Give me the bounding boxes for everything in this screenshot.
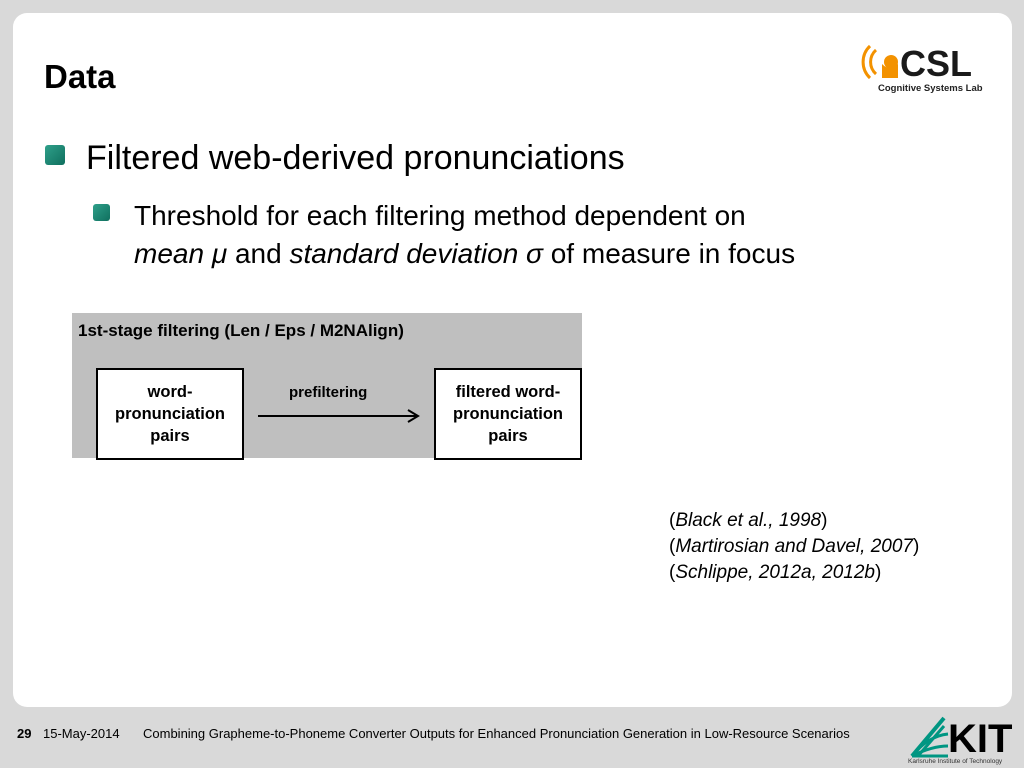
bullet2-line1: Threshold for each filtering method dependent on <box>134 200 746 231</box>
footer-date: 15-May-2014 <box>43 726 120 741</box>
references <box>669 508 919 586</box>
left-box-line: pronunciation <box>115 405 225 423</box>
left-box-line: pairs <box>150 427 190 445</box>
kit-logo-graphic <box>908 712 1018 758</box>
right-box-line: pairs <box>488 427 528 445</box>
mean-term: mean μ <box>134 238 228 269</box>
arrow-label: prefiltering <box>289 384 368 401</box>
csl-logo-text: CSL <box>900 43 972 84</box>
bullet-icon <box>45 145 65 165</box>
page-number: 29 <box>17 726 32 741</box>
reference-item: (Schlippe, 2012a, 2012b) <box>669 562 882 583</box>
kit-logo-subtitle: Karlsruhe Institute of Technology <box>908 758 1003 765</box>
csl-logo <box>860 38 990 102</box>
csl-logo-graphic <box>860 38 990 86</box>
word-pronunciation-pairs-box <box>96 368 244 460</box>
right-arrow-icon <box>258 408 422 424</box>
bullet-icon <box>93 204 110 221</box>
kit-logo-text: KIT <box>948 717 1013 758</box>
sd-term: standard deviation σ <box>289 238 543 269</box>
bullet-text-level2 <box>134 197 795 273</box>
kit-logo <box>908 712 1018 768</box>
left-box-line: word- <box>147 383 193 401</box>
slide-title: Data <box>44 58 116 95</box>
rest-text: of measure in focus <box>542 238 796 269</box>
diagram-title: 1st-stage filtering (Len / Eps / M2NAlign) <box>78 321 404 340</box>
filtering-diagram <box>72 313 582 458</box>
right-box-line: pronunciation <box>453 405 563 423</box>
slide-footer <box>0 718 1024 748</box>
footer-title: Combining Grapheme-to-Phoneme Converter Outputs for Enhanced Pronunciation Generation in Low-Resource Scenarios <box>143 726 850 741</box>
right-box-line: filtered word- <box>455 383 561 401</box>
csl-logo-subtitle: Cognitive Systems Lab <box>878 83 983 94</box>
and-text: and <box>227 238 290 269</box>
bullet-text-level1: Filtered web-derived pronunciations <box>86 139 625 177</box>
reference-item: (Black et al., 1998) <box>669 510 828 531</box>
filtered-pairs-box <box>434 368 582 460</box>
reference-item: (Martirosian and Davel, 2007) <box>669 536 920 557</box>
